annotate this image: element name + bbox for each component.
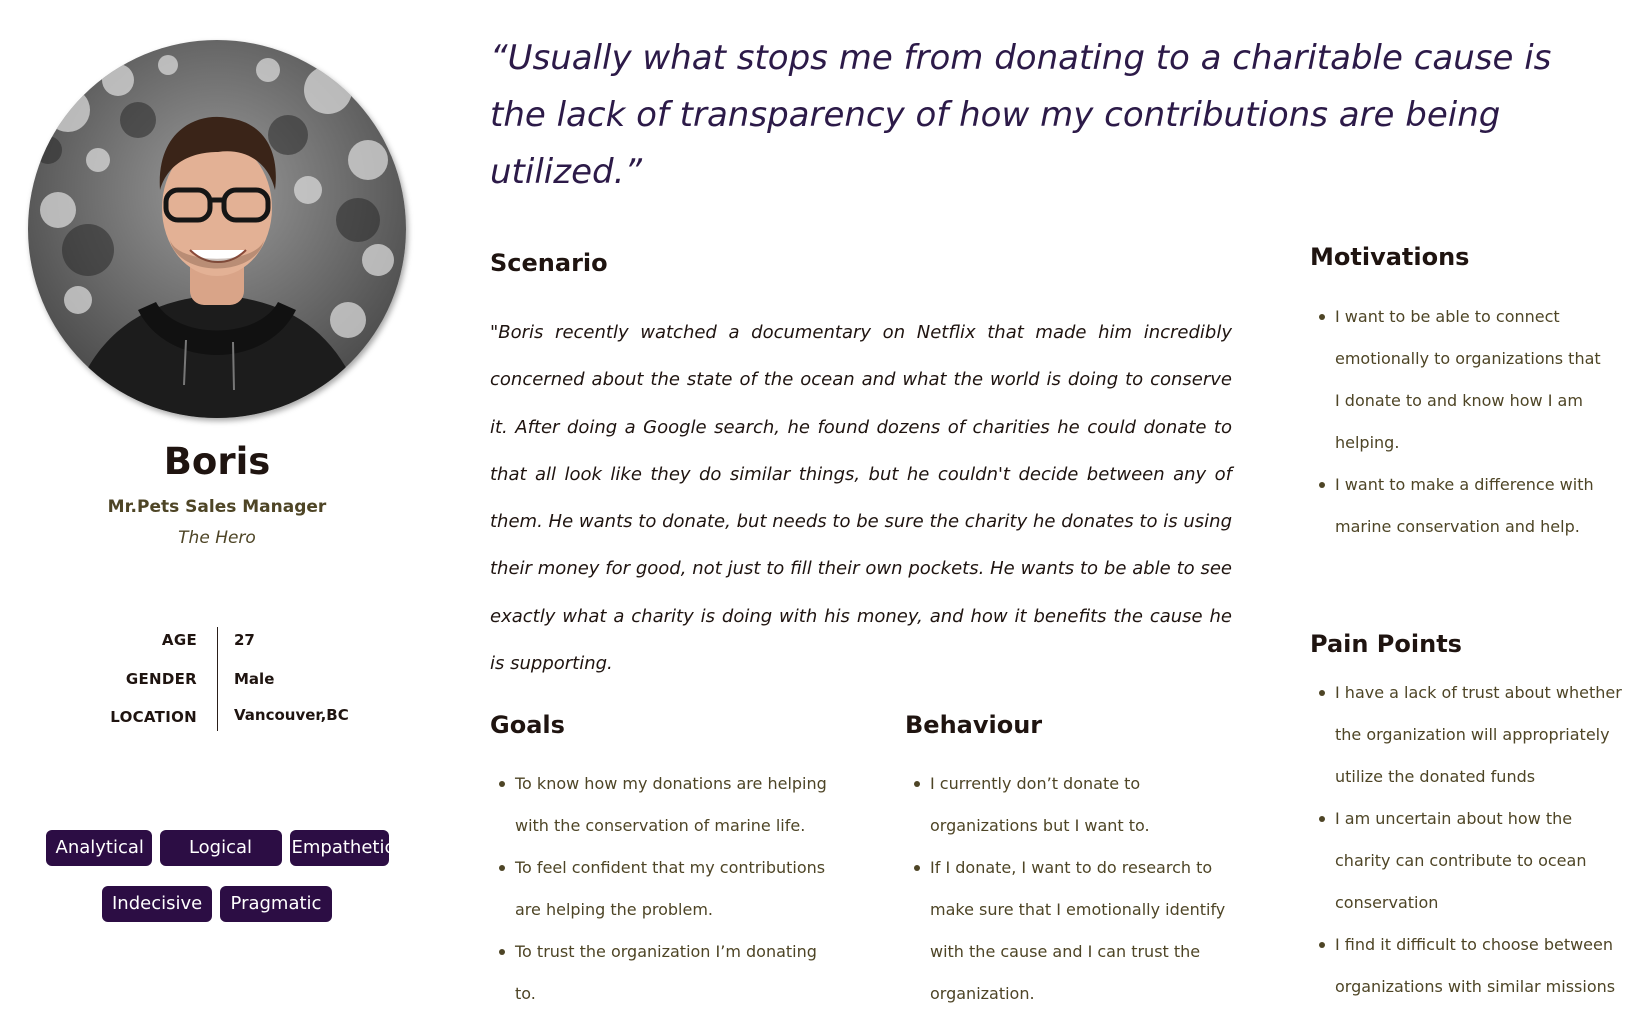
list-item: I find it difficult to choose between organizations with similar missions [1310, 924, 1622, 1008]
profile-photo [28, 40, 406, 418]
demographic-row-location [0, 708, 434, 728]
trait-row [0, 886, 434, 922]
motivations-heading: Motivations [1310, 243, 1470, 271]
behaviour-heading: Behaviour [905, 711, 1043, 739]
trait-row [0, 830, 434, 866]
demographic-row-age [0, 631, 434, 651]
list-item: To trust the organization I’m donating to. [490, 931, 828, 1013]
profile-photo-illustration [28, 40, 406, 418]
list-item: I want to make a difference with marine conservation and help. [1310, 464, 1610, 548]
trait-tag: Pragmatic [220, 886, 332, 922]
list-item: If I donate, I want to do research to make sure that I emotionally identify with the cause and I can trust the organization. [905, 847, 1245, 1013]
list-item: To feel confident that my contributions are helping the problem. [490, 847, 828, 931]
trait-tag: Empathetic [290, 830, 389, 866]
persona-role: Mr.Pets Sales Manager [107, 497, 327, 517]
demographic-row-gender [0, 670, 434, 690]
pain-points-list [1310, 672, 1622, 1008]
demographic-value: 27 [234, 631, 255, 649]
list-item: I am uncertain about how the charity can contribute to ocean conservation [1310, 798, 1622, 924]
list-item: I currently don’t donate to organizations but I want to. [905, 763, 1245, 847]
behaviour-list [905, 763, 1245, 1013]
list-item: I have a lack of trust about whether the organization will appropriately utilize the donated funds [1310, 672, 1622, 798]
demographic-value: Male [234, 670, 275, 688]
goals-heading: Goals [490, 711, 565, 739]
pain-points-heading: Pain Points [1310, 630, 1462, 658]
persona-name: Boris [163, 440, 271, 483]
persona-quote: “Usually what stops me from donating to a charitable cause is the lack of transparency of how my contributions are being utilized.” [490, 38, 1552, 192]
demographic-label: LOCATION [110, 708, 197, 726]
scenario-heading: Scenario [490, 249, 608, 277]
list-item: To know how my donations are helping with the conservation of marine life. [490, 763, 828, 847]
demographic-label: GENDER [125, 670, 197, 688]
scenario-text: "Boris recently watched a documentary on Netflix that made him incredibly concerned about the state of the ocean and what the world is doing to conserve it. After doing a Google search, he found dozens of charities he could donate to that all look like they do similar things, but he couldn't decide between any of them. He wants to donate, but needs to be sure the charity he donates to is using their money for good, not just to fill their own pockets. He wants to be able to see exactly what a charity is doing with his money, and how it benefits the cause he is supporting. [490, 322, 1232, 675]
list-item: I want to be able to connect emotionally to organizations that I donate to and know how I am helping. [1310, 296, 1610, 464]
motivations-list [1310, 296, 1610, 548]
demographic-label: AGE [161, 631, 197, 649]
persona-archetype: The Hero [178, 528, 256, 548]
trait-tag: Logical [160, 830, 282, 866]
trait-tag: Indecisive [102, 886, 212, 922]
demographic-value: Vancouver,BC [234, 706, 349, 724]
goals-list [490, 763, 828, 1013]
trait-tag: Analytical [46, 830, 152, 866]
